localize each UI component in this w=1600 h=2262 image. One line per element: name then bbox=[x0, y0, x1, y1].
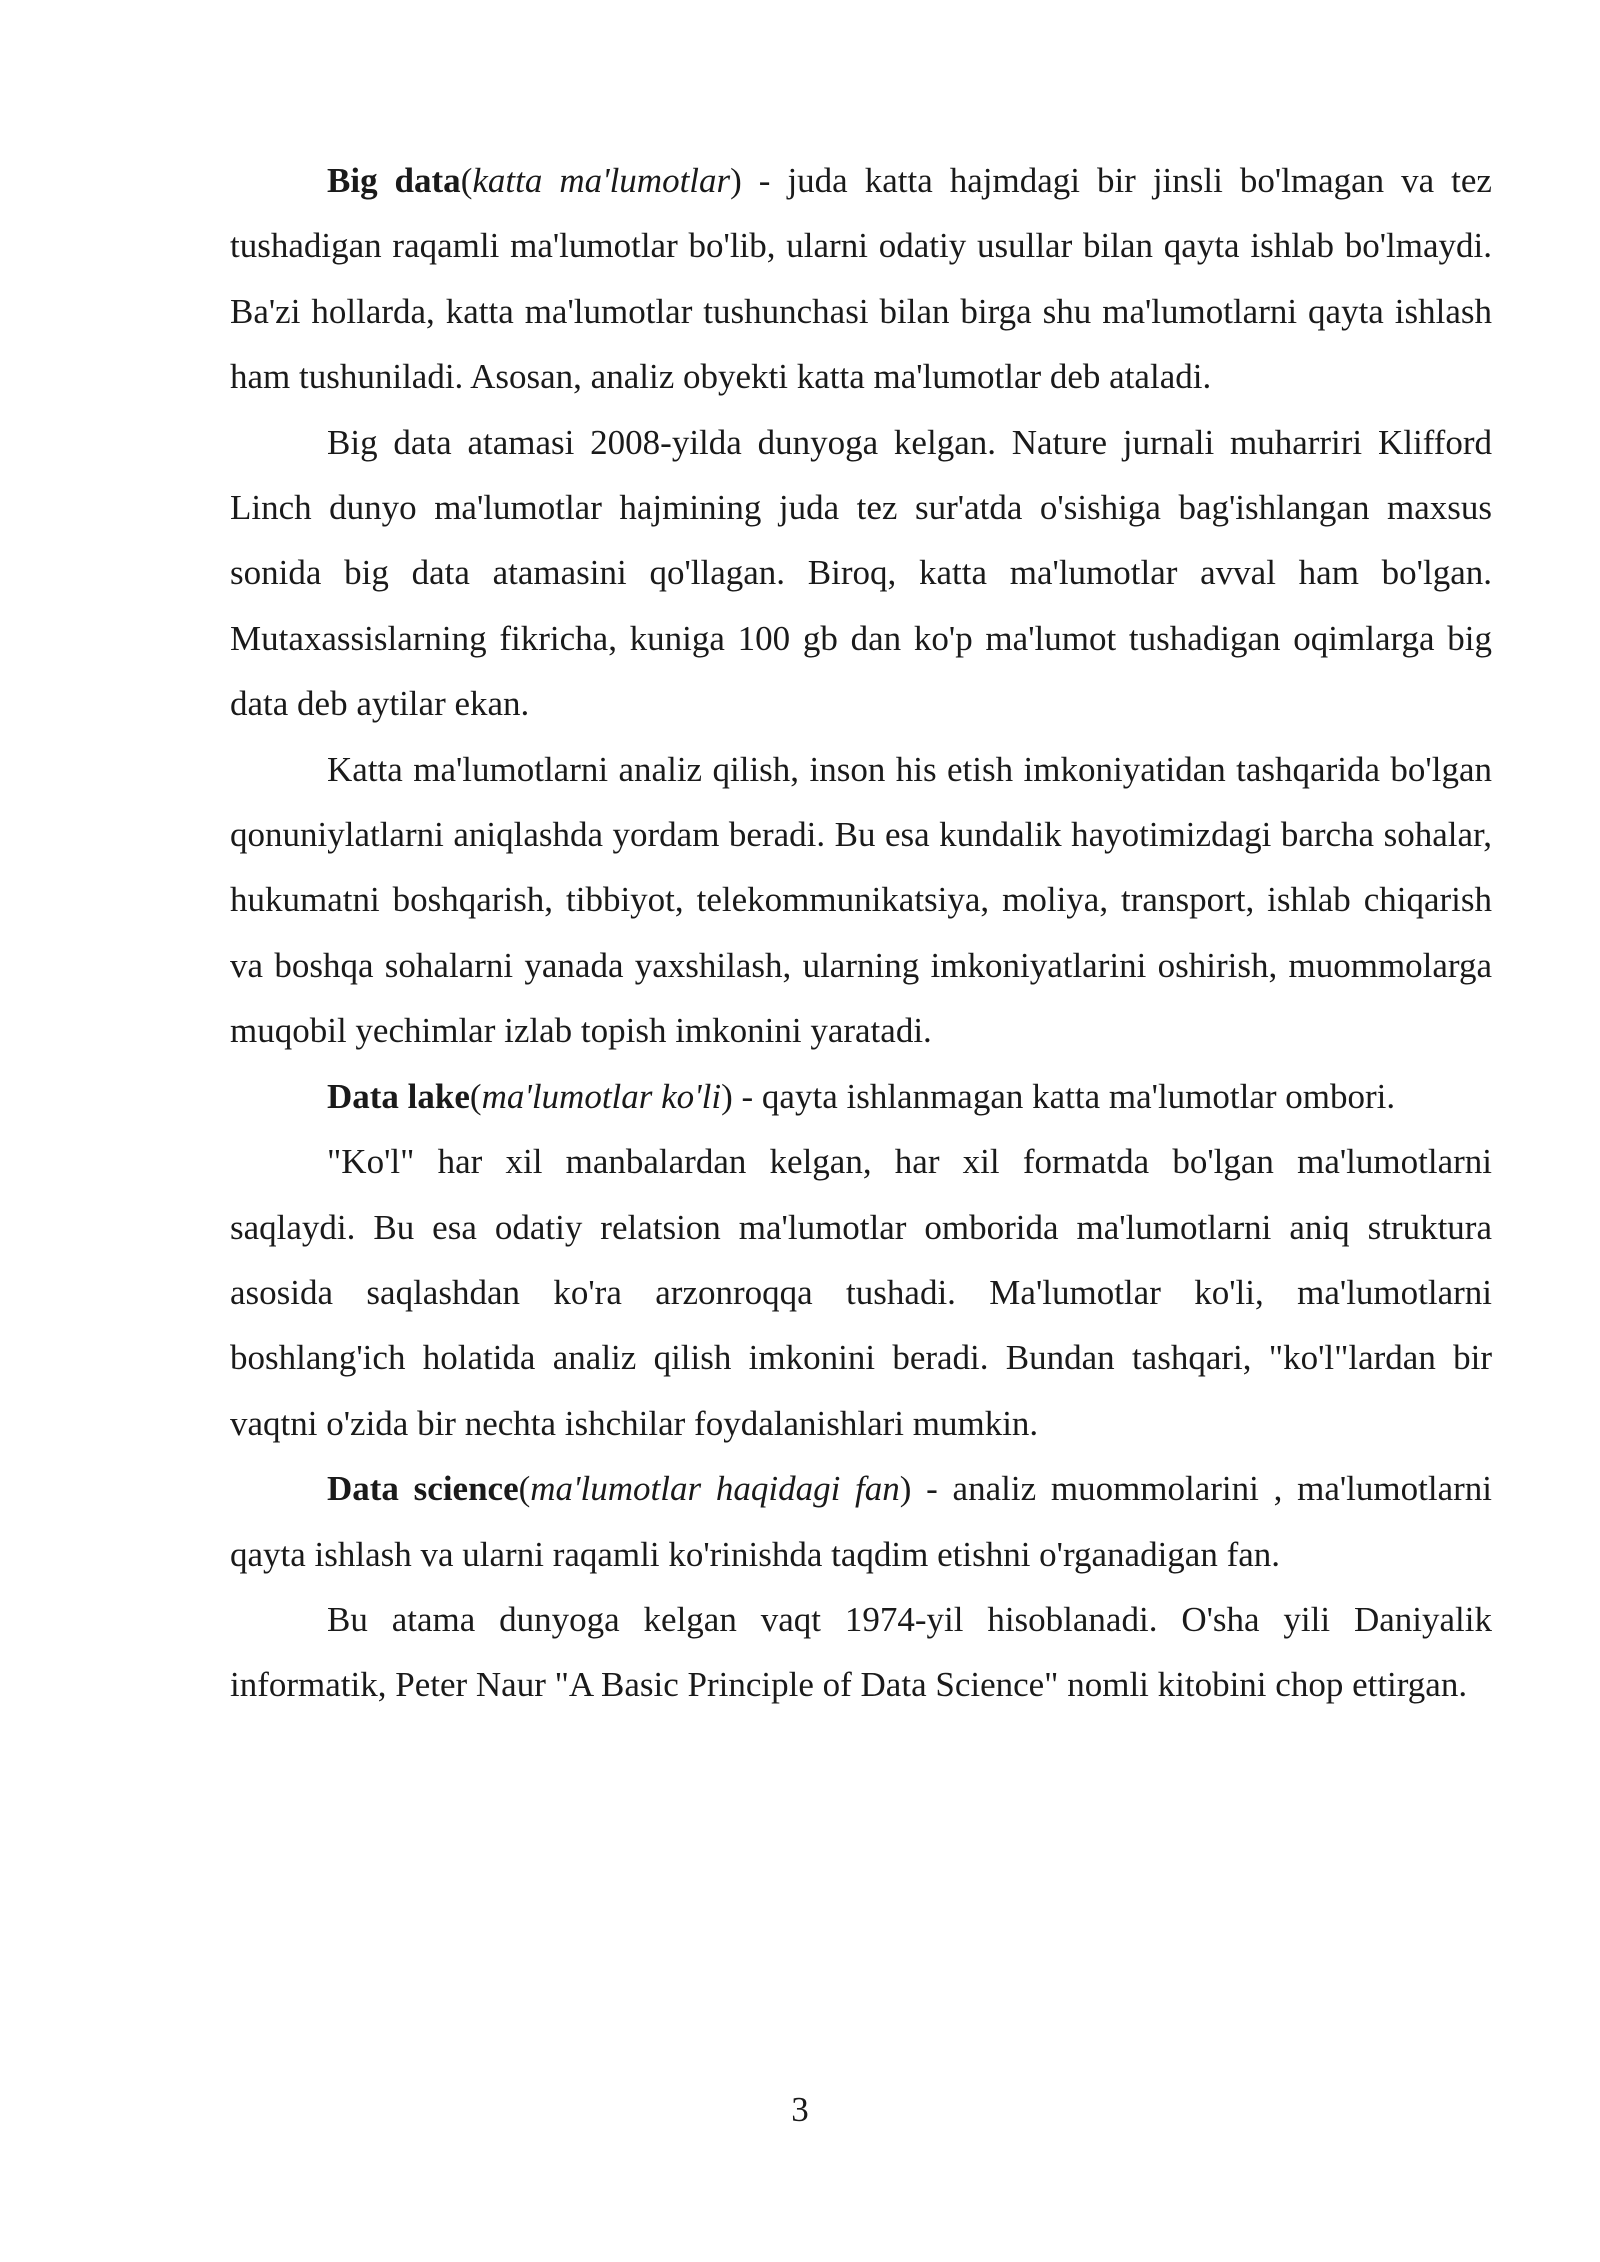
document-page bbox=[230, 148, 1492, 1718]
paragraph-text: - juda katta hajmdagi bir jinsli bo'lmagan va tez tushadigan raqamli ma'lumotlar bo'lib, ularni odatiy usullar bilan qayta ishlab bo'lmaydi. Ba'zi hollarda, katta ma'lumotlar tushunchasi bilan birga shu ma'lumotlarni qayta ishlash ham tushuniladi. Asosan, analiz obyekti katta ma'lumotlar deb ataladi. bbox=[230, 161, 1492, 397]
paragraph-big-data-analysis: Katta ma'lumotlarni analiz qilish, inson his etish imkoniyatidan tashqarida bo'lgan qonuniylatlarni aniqlashda yordam beradi. Bu esa kundalik hayotimizdagi barcha sohalar, hukumatni boshqarish, tibbiyot, telekommunikatsiya, moliya, transport, ishlab chiqarish va boshqa sohalarni yanada yaxshilash, ularning imkoniyatlarini oshirish, muommolarga muqobil yechimlar izlab topish imkonini yaratadi. bbox=[230, 749, 1492, 1051]
paragraph-data-science-definition: Data science(ma'lumotlar haqidagi fan) - analiz muommolarini , ma'lumotlarni qayta ishlash va ularni raqamli ko'rinishda taqdim etishni o'rganadigan fan. bbox=[230, 1469, 1492, 1574]
term-data-science: Data science bbox=[327, 1469, 519, 1509]
term-big-data: Big data bbox=[327, 161, 461, 200]
gloss-data-lake: ma'lumotlar ko'li bbox=[481, 1076, 722, 1116]
paragraph-big-data-definition: Big data(katta ma'lumotlar) - juda katta hajmdagi bir jinsli bo'lmagan va tez tushadigan raqamli ma'lumotlar bo'lib, ularni odatiy usullar bilan qayta ishlab bo'lmaydi. Ba'zi hollarda, katta ma'lumotlar tushunchasi bilan birga shu ma'lumotlarni qayta ishlash ham tushuniladi. Asosan, analiz obyekti katta ma'lumotlar deb ataladi. bbox=[230, 161, 1492, 397]
gloss-data-science: ma'lumotlar haqidagi fan bbox=[530, 1469, 900, 1509]
paragraph-text: - analiz muommolarini , ma'lumotlarni qayta ishlash va ularni raqamli ko'rinishda taqdim etishni o'rganadigan fan. bbox=[230, 1469, 1492, 1574]
term-data-lake: Data lake bbox=[327, 1076, 470, 1116]
gloss-big-data: katta ma'lumotlar bbox=[472, 161, 731, 200]
paragraph-data-lake-definition: Data lake(ma'lumotlar ko'li) - qayta ishlanmagan katta ma'lumotlar ombori. bbox=[327, 1076, 1396, 1116]
paragraph-data-science-history: Bu atama dunyoga kelgan vaqt 1974-yil hisoblanadi. O'sha yili Daniyalik informatik, Peter Naur "A Basic Principle of Data Science" nomli kitobini chop ettirgan. bbox=[230, 1599, 1492, 1705]
page-number: 3 bbox=[791, 2090, 809, 2129]
paragraph-big-data-history: Big data atamasi 2008-yilda dunyoga kelgan. Nature jurnali muharriri Klifford Linch dunyo ma'lumotlar hajmining juda tez sur'atda o'sishiga bag'ishlangan maxsus sonida big data atamasini qo'llagan. Biroq, katta ma'lumotlar avval ham bo'lgan. Mutaxassislarning fikricha, kuniga 100 gb dan ko'p ma'lumot tushadigan oqimlarga big data deb aytilar ekan. bbox=[230, 422, 1492, 724]
paragraph-data-lake-details: "Ko'l" har xil manbalardan kelgan, har xil formatda bo'lgan ma'lumotlarni saqlaydi. Bu esa odatiy relatsion ma'lumotlar omborida ma'lumotlarni aniq struktura asosida saqlashdan ko'ra arzonroqqa tushadi. Ma'lumotlar ko'li, ma'lumotlarni boshlang'ich holatida analiz qilish imkonini beradi. Bundan tashqari, "ko'l"lardan bir vaqtni o'zida bir nechta ishchilar foydalanishlari mumkin. bbox=[230, 1142, 1492, 1443]
paragraph-text: - qayta ishlanmagan katta ma'lumotlar ombori. bbox=[732, 1076, 1396, 1116]
